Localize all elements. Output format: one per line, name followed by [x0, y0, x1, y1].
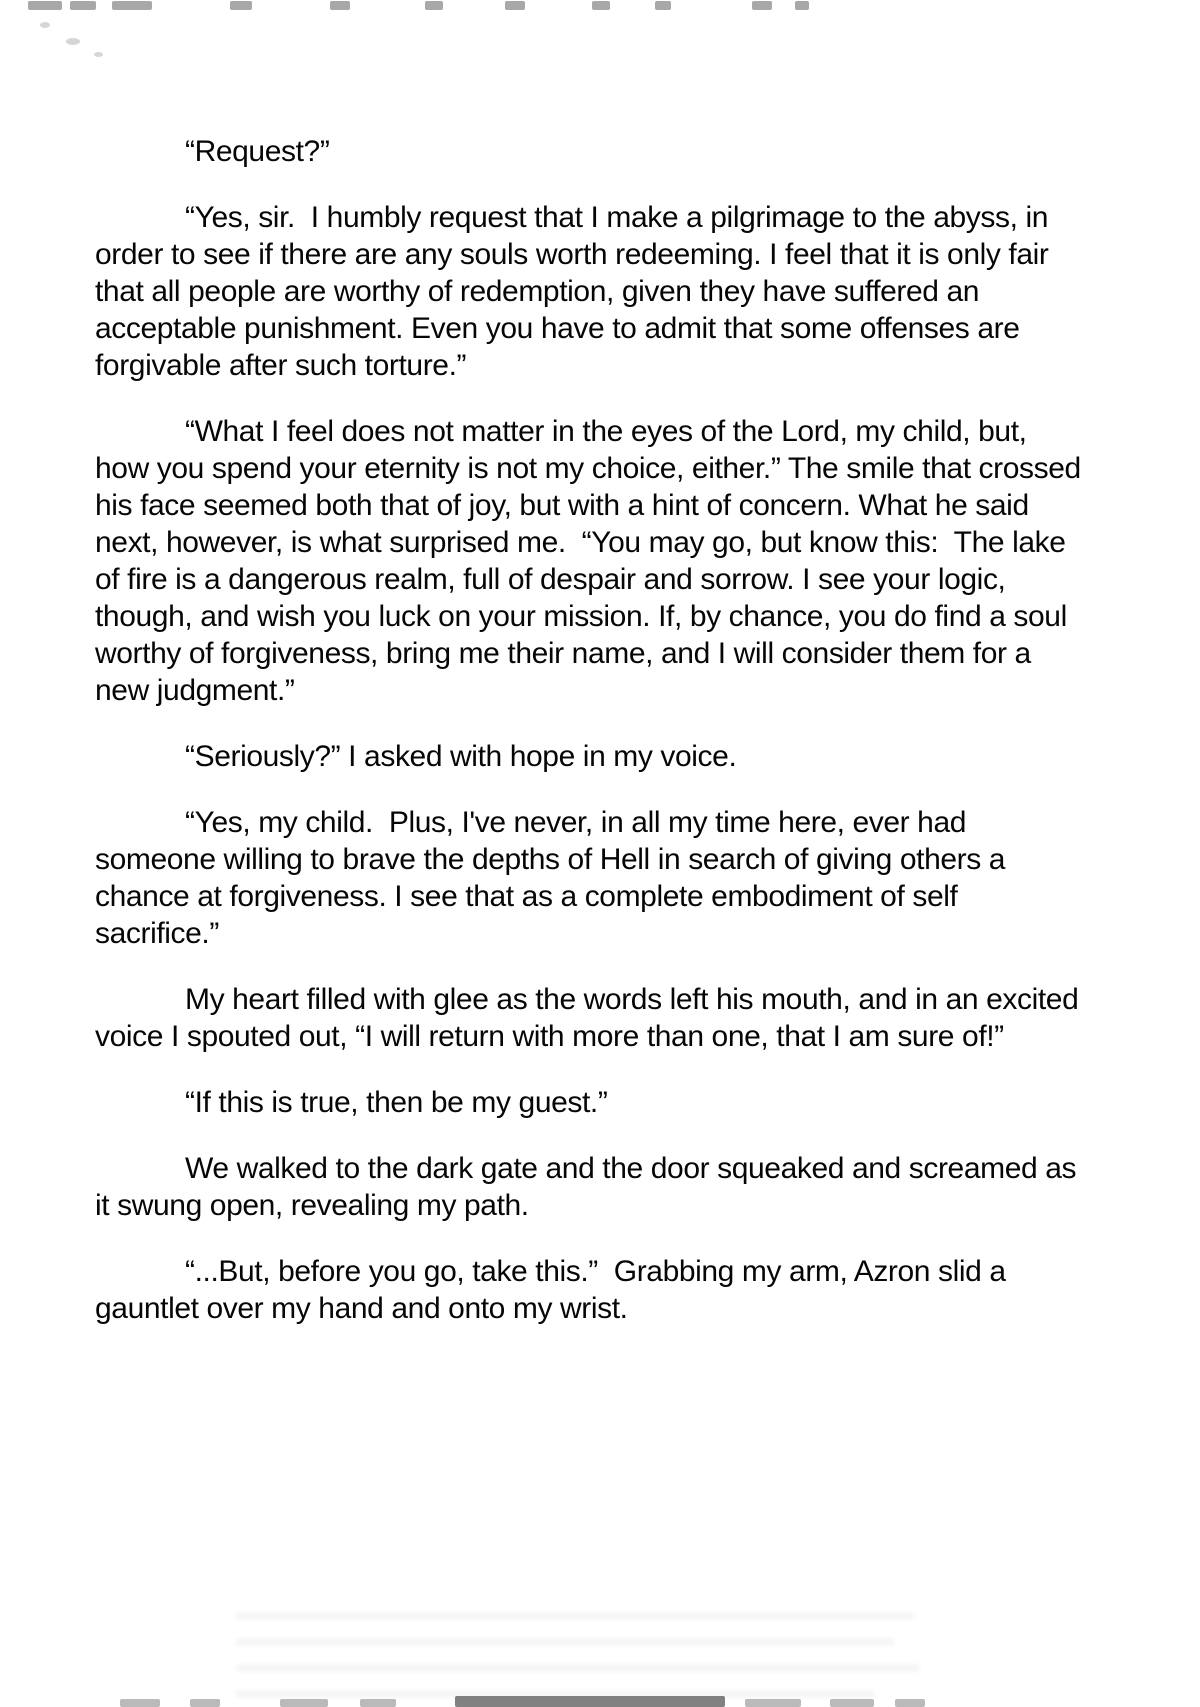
- scan-artifact: [112, 1, 152, 10]
- scan-artifact: [120, 1699, 160, 1707]
- paragraph: “...But, before you go, take this.” Grabbing my arm, Azron slid a gauntlet over my hand and onto my wrist.: [95, 1255, 1014, 1325]
- scan-artifact: [230, 1, 252, 10]
- paragraph: “If this is true, then be my guest.”: [185, 1086, 608, 1119]
- scan-artifact: [752, 1, 772, 10]
- scan-artifact: [895, 1699, 925, 1707]
- paragraph: “Seriously?” I asked with hope in my voice.: [185, 740, 737, 773]
- scan-artifact: [360, 1699, 396, 1707]
- story-text: [95, 133, 1089, 1356]
- scan-artifact: [70, 1, 96, 10]
- scan-artifact: [235, 1612, 915, 1620]
- paragraph: My heart filled with glee as the words left his mouth, and in an excited voice I spouted out, “I will return with more than one, that I am sure of!”: [95, 983, 1087, 1053]
- paragraph: “What I feel does not matter in the eyes of the Lord, my child, but, how you spend your eternity is not my choice, either.” The smile that crossed his face seemed both that of joy, but with a hint of concern. What he said next, however, is what surprised me. “You may go, but know this: The lake of fire is a dangerous realm, full of despair and sorrow. I see your logic, though, and wish you luck on your mission. If, by chance, you do find a soul worthy of forgiveness, bring me their name, and I will consider them for a new judgment.”: [95, 415, 1089, 707]
- scan-artifact: [66, 38, 80, 45]
- scan-artifact: [28, 1, 62, 10]
- scan-artifact: [592, 1, 610, 10]
- scan-artifact: [795, 1, 809, 10]
- scan-artifact: [280, 1699, 328, 1707]
- scan-artifact: [455, 1696, 725, 1707]
- scan-artifact: [745, 1699, 801, 1707]
- scan-artifact: [425, 1, 443, 10]
- scan-artifact: [830, 1699, 874, 1707]
- scan-artifact: [235, 1638, 895, 1646]
- scan-artifact: [235, 1664, 920, 1672]
- paragraph: “Request?”: [185, 135, 330, 168]
- scan-artifact: [655, 1, 671, 10]
- scan-artifact: [190, 1699, 220, 1707]
- paragraph: “Yes, sir. I humbly request that I make a pilgrimage to the abyss, in order to see if there are any souls worth redeeming. I feel that it is only fair that all people are worthy of redemption, given they have suffered an acceptable punishment. Even you have to admit that some offenses are forgivable after such torture.”: [95, 201, 1057, 382]
- scan-artifact: [505, 1, 525, 10]
- scan-artifact: [40, 22, 50, 28]
- scan-artifact: [94, 52, 103, 57]
- paragraph: We walked to the dark gate and the door squeaked and screamed as it swung open, revealing my path.: [95, 1152, 1085, 1222]
- scan-artifact: [330, 1, 350, 10]
- paragraph: “Yes, my child. Plus, I've never, in all my time here, ever had someone willing to brave the depths of Hell in search of giving others a chance at forgiveness. I see that as a complete embodiment of self sacrifice.”: [95, 806, 1014, 950]
